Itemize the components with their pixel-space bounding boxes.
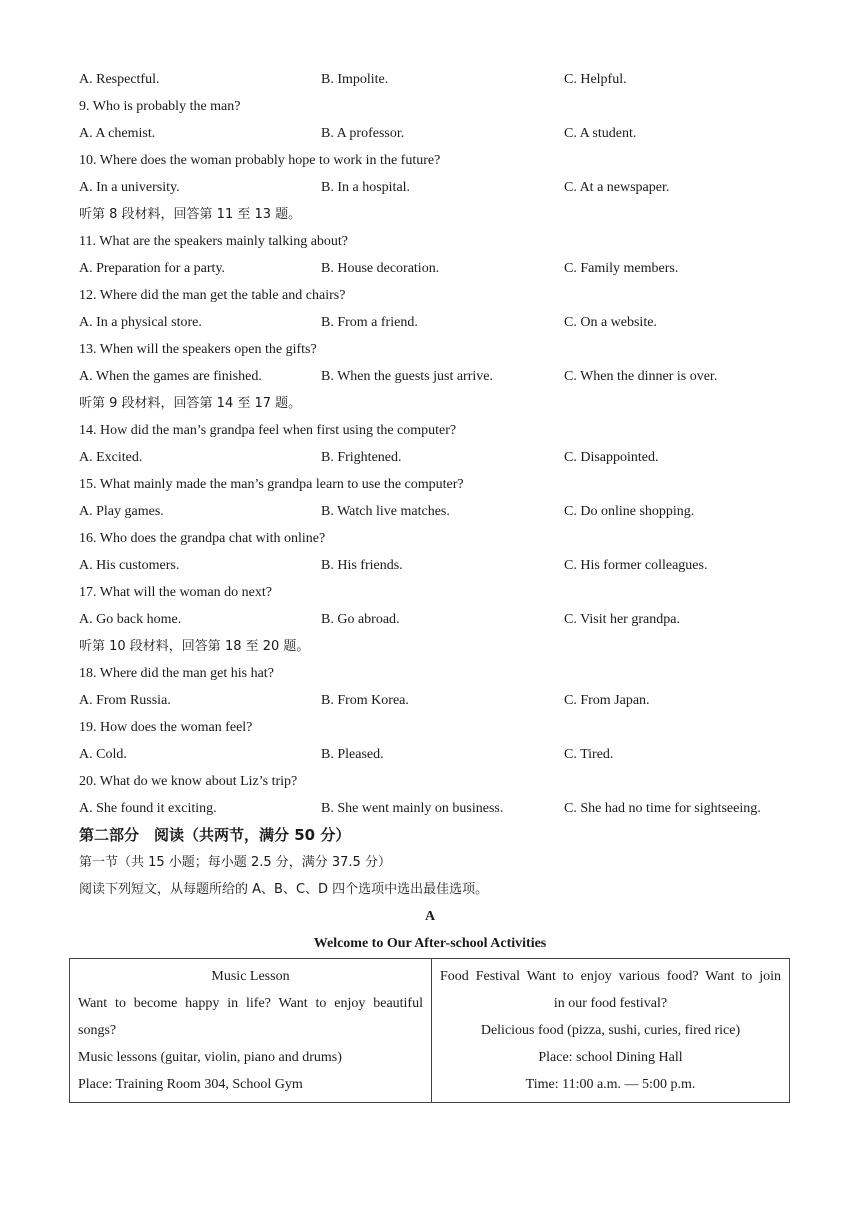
option-b: B. Frightened. xyxy=(321,450,402,465)
option-b: B. She went mainly on business. xyxy=(321,801,504,816)
question-9: 9. Who is probably the man? xyxy=(79,99,241,114)
food-festival-cell xyxy=(432,959,790,1103)
question-14: 14. How did the man’s grandpa feel when first using the computer? xyxy=(79,423,457,438)
option-a: A. When the games are finished. xyxy=(79,369,262,384)
option-c: C. Family members. xyxy=(564,261,679,276)
option-a: A. His customers. xyxy=(79,558,180,573)
option-c: C. A student. xyxy=(564,126,637,141)
question-13: 13. When will the speakers open the gifts? xyxy=(79,342,317,357)
option-b: B. From a friend. xyxy=(321,315,418,330)
option-c: C. Do online shopping. xyxy=(564,504,695,519)
option-a: A. Preparation for a party. xyxy=(79,261,226,276)
material-10-instruction: 听第 10 段材料，回答第 18 至 20 题。 xyxy=(79,639,310,654)
option-a: A. In a physical store. xyxy=(79,315,202,330)
food-festival-line: in our food festival? xyxy=(553,996,668,1011)
option-c: C. Tired. xyxy=(564,747,614,762)
option-b: B. Go abroad. xyxy=(321,612,400,627)
option-a: A. From Russia. xyxy=(79,693,171,708)
food-festival-time: Time: 11:00 a.m. — 5:00 p.m. xyxy=(525,1077,696,1092)
music-lesson-title: Music Lesson xyxy=(211,969,290,984)
reading-instructions: 阅读下列短文，从每题所给的 A、B、C、D 四个选项中选出最佳选项。 xyxy=(79,882,489,897)
option-a: A. Go back home. xyxy=(79,612,182,627)
question-15: 15. What mainly made the man’s grandpa learn to use the computer? xyxy=(79,477,464,492)
table-row xyxy=(70,959,790,1103)
question-10: 10. Where does the woman probably hope to work in the future? xyxy=(79,153,441,168)
music-lesson-cell xyxy=(70,959,432,1103)
question-11: 11. What are the speakers mainly talking about? xyxy=(79,234,349,249)
option-b: B. Watch live matches. xyxy=(321,504,450,519)
option-a: A. She found it exciting. xyxy=(79,801,217,816)
option-a: A. A chemist. xyxy=(79,126,156,141)
food-festival-line: Delicious food (pizza, sushi, curies, fired rice) xyxy=(480,1023,741,1038)
option-c: C. From Japan. xyxy=(564,693,650,708)
material-8-instruction: 听第 8 段材料，回答第 11 至 13 题。 xyxy=(79,207,302,222)
option-b: B. When the guests just arrive. xyxy=(321,369,493,384)
passage-letter: A xyxy=(424,909,436,924)
option-c: C. On a website. xyxy=(564,315,657,330)
option-a: A. Play games. xyxy=(79,504,164,519)
question-20: 20. What do we know about Liz’s trip? xyxy=(79,774,298,789)
passage-title: Welcome to Our After-school Activities xyxy=(313,936,547,951)
option-c: C. Visit her grandpa. xyxy=(564,612,680,627)
option-a: A. Cold. xyxy=(79,747,127,762)
music-lesson-place: Place: Training Room 304, School Gym xyxy=(78,1077,303,1092)
option-b: B. House decoration. xyxy=(321,261,440,276)
question-16: 16. Who does the grandpa chat with online? xyxy=(79,531,326,546)
option-c: C. Disappointed. xyxy=(564,450,659,465)
question-12: 12. Where did the man get the table and chairs? xyxy=(79,288,346,303)
option-a: A. Respectful. xyxy=(79,72,160,87)
option-c: C. His former colleagues. xyxy=(564,558,708,573)
option-c: C. She had no time for sightseeing. xyxy=(564,801,761,816)
activities-table xyxy=(69,958,790,1103)
option-b: B. Pleased. xyxy=(321,747,384,762)
material-9-instruction: 听第 9 段材料，回答第 14 至 17 题。 xyxy=(79,396,302,411)
question-17: 17. What will the woman do next? xyxy=(79,585,272,600)
option-b: B. From Korea. xyxy=(321,693,409,708)
section-1-info: 第一节（共 15 小题；每小题 2.5 分，满分 37.5 分） xyxy=(79,855,391,870)
option-b: B. Impolite. xyxy=(321,72,389,87)
option-b: B. In a hospital. xyxy=(321,180,411,195)
option-c: C. At a newspaper. xyxy=(564,180,670,195)
music-lesson-line: Music lessons (guitar, violin, piano and drums) xyxy=(78,1050,342,1065)
music-lesson-line: Want to become happy in life? Want to enjoy beautiful xyxy=(78,996,423,1011)
music-lesson-line: songs? xyxy=(78,1023,117,1038)
option-c: C. When the dinner is over. xyxy=(564,369,718,384)
food-festival-place: Place: school Dining Hall xyxy=(538,1050,683,1065)
option-b: B. His friends. xyxy=(321,558,403,573)
part-2-heading: 第二部分 阅读（共两节，满分 50 分） xyxy=(79,826,351,844)
option-c: C. Helpful. xyxy=(564,72,627,87)
question-19: 19. How does the woman feel? xyxy=(79,720,253,735)
food-festival-line: Food Festival Want to enjoy various food? Want to join xyxy=(440,969,781,984)
option-a: A. Excited. xyxy=(79,450,143,465)
option-a: A. In a university. xyxy=(79,180,180,195)
option-b: B. A professor. xyxy=(321,126,405,141)
question-18: 18. Where did the man get his hat? xyxy=(79,666,274,681)
